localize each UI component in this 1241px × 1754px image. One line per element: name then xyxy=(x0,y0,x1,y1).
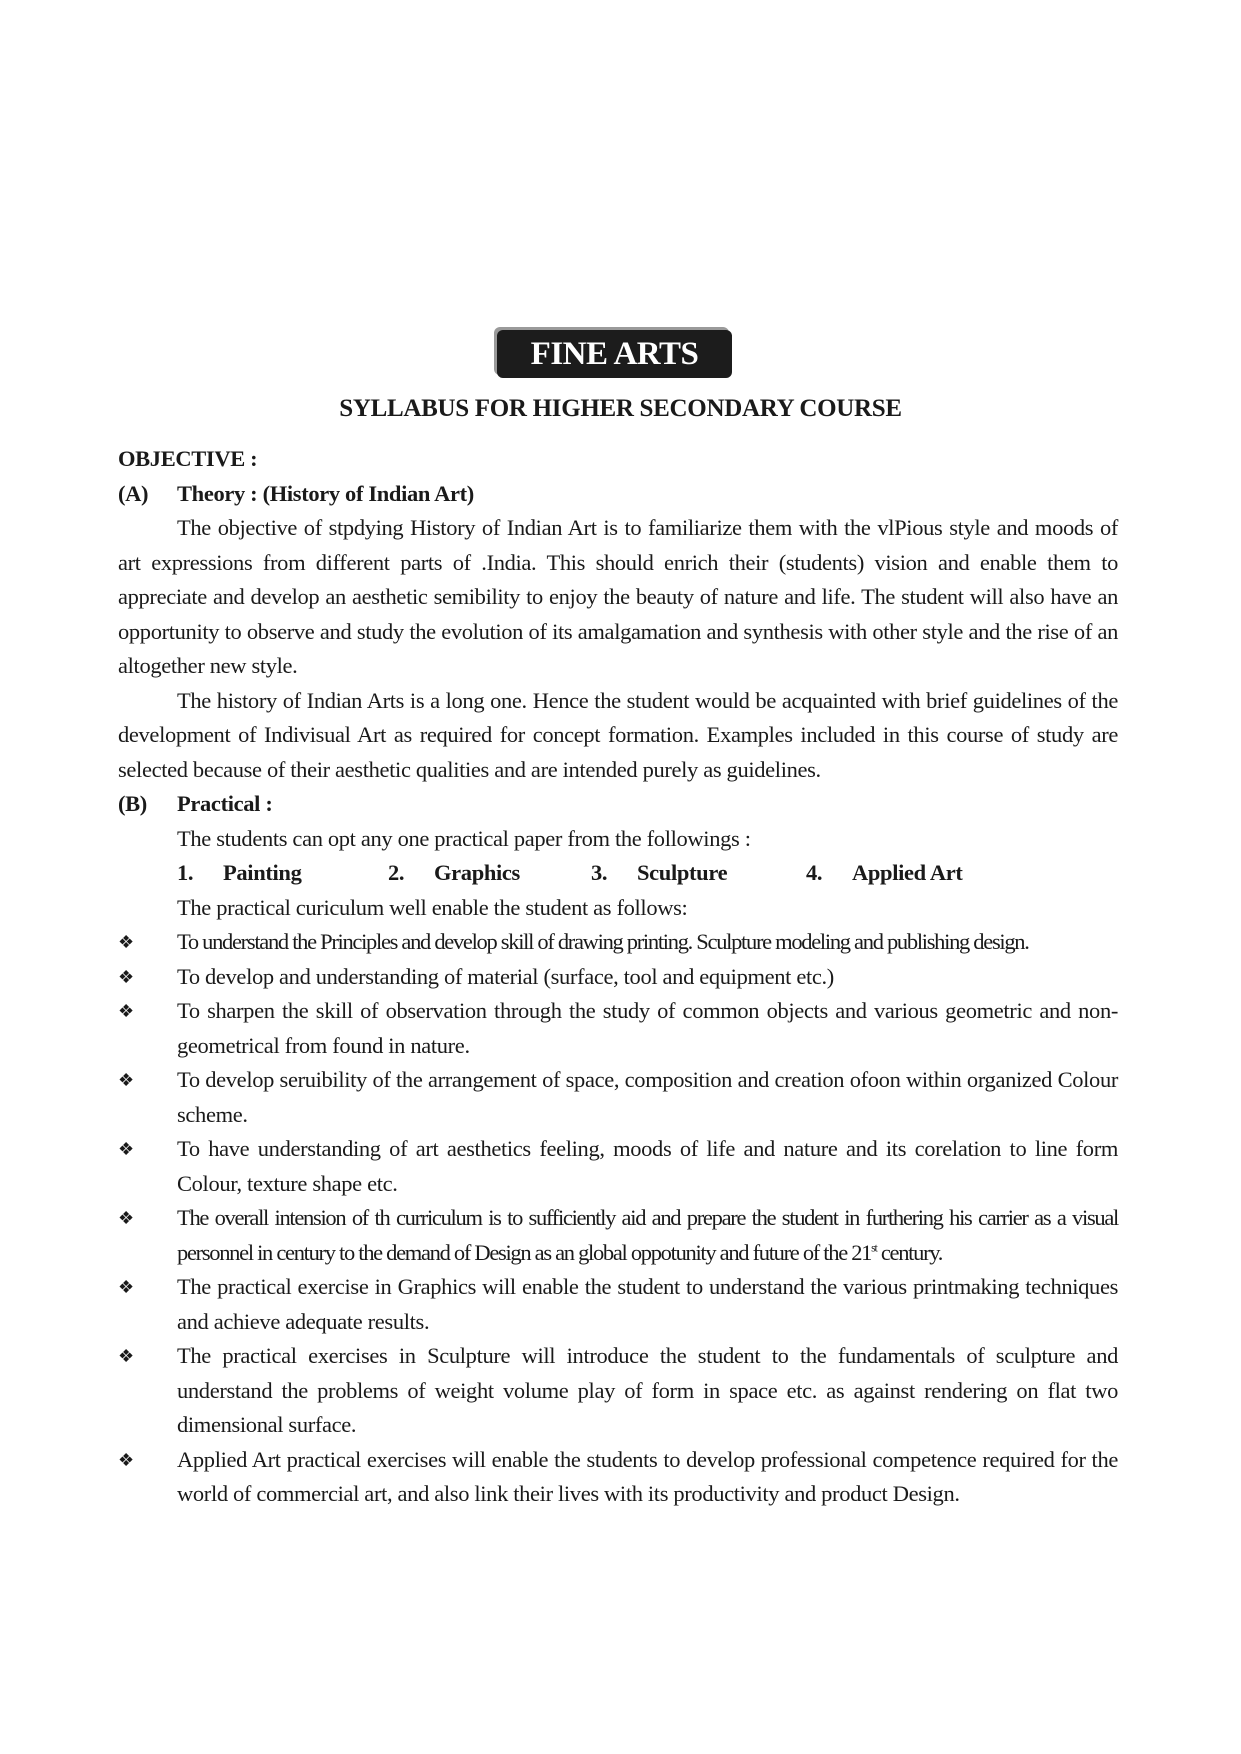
section-a-paragraph-1: The objective of stpdying History of Indian Art is to familiarize them with the vlPious style and moods of art expressions from different parts of .India. This should enrich their (students) vision and enable them to appreciate and develop an aesthetic semibility to enjoy the beauty of nature and life. The student will also have an opportunity to observe and study the evolution of its amalgamation and synthesis with other style and the rise of an altogether new style. xyxy=(118,515,1118,678)
bullet-icon: ❖ xyxy=(118,1001,134,1021)
page-subtitle: SYLLABUS FOR HIGHER SECONDARY COURSE xyxy=(339,395,902,422)
bullet-text: To understand the Principles and develop skill of drawing printing. Sculpture modeling and publishing design. xyxy=(177,929,1029,954)
bullet-text: To have understanding of art aesthetics feeling, moods of life and nature and its corelation to line form Colour, texture shape etc. xyxy=(177,1136,1118,1196)
bullet-text: To develop and understanding of material (surface, tool and equipment etc.) xyxy=(177,963,834,989)
bullet-icon: ❖ xyxy=(118,1070,134,1090)
bullet-text: The practical exercise in Graphics will enable the student to understand the various printmaking techniques and achieve adequate results. xyxy=(177,1274,1118,1334)
option-sculpture: 3. Sculpture xyxy=(591,860,728,885)
list-item xyxy=(118,1132,1118,1201)
document-body xyxy=(118,442,1118,1512)
ordinal-suffix: st xyxy=(871,1240,877,1254)
section-b-label: (B) xyxy=(118,791,147,816)
section-a-paragraph-2: The history of Indian Arts is a long one. Hence the student would be acquainted with brief guidelines of the development of Indivisual Art as required for concept formation. Examples included in this course of study are selected because of their aesthetic qualities and are intended purely as guidelines. xyxy=(118,687,1118,782)
section-b-title: Practical : xyxy=(177,791,273,816)
bullet-text: Applied Art practical exercises will enable the students to develop professional competence required for the world of commercial art, and also link their lives with its productivity and product Design. xyxy=(177,1446,1118,1506)
bullet-text: The practical exercises in Sculpture will introduce the student to the fundamentals of sculpture and understand the problems of weight volume play of form in space etc. as against rendering on flat two dimensional surface. xyxy=(177,1343,1118,1437)
list-item xyxy=(118,1339,1118,1443)
bullet-text: To develop seruibility of the arrangement of space, composition and creation ofoon within organized Colour scheme. xyxy=(177,1067,1118,1127)
bullet-text: The overall intension of th curriculum is to sufficiently aid and prepare the student in furthering his carrier as a visual personnel in century to the demand of Design as an global oppotunity and future of the 21st century. xyxy=(177,1205,1118,1265)
list-item xyxy=(118,994,1118,1063)
list-item xyxy=(118,1063,1118,1132)
list-item xyxy=(118,1443,1118,1512)
bullet-icon: ❖ xyxy=(118,1139,134,1159)
section-b-heading xyxy=(118,787,1118,822)
bullet-icon: ❖ xyxy=(118,1208,134,1228)
bullet-icon: ❖ xyxy=(118,1346,134,1366)
list-item xyxy=(118,1201,1118,1270)
bullet-text: To sharpen the skill of observation through the study of common objects and various geometric and non-geometrical from found in nature. xyxy=(177,998,1118,1058)
section-b-outro: The practical curiculum well enable the student as follows: xyxy=(177,894,688,920)
objective-heading: OBJECTIVE : xyxy=(118,446,258,471)
list-item xyxy=(118,960,1118,995)
page-title: FINE ARTS xyxy=(497,330,732,378)
option-applied-art: 4. Applied Art xyxy=(806,860,963,885)
practical-options xyxy=(118,856,1118,891)
bullet-icon: ❖ xyxy=(118,932,134,952)
bullet-icon: ❖ xyxy=(118,1449,134,1470)
section-a-label: (A) xyxy=(118,480,149,506)
option-painting: 1. Painting xyxy=(177,860,302,885)
option-graphics: 2. Graphics xyxy=(388,860,520,885)
list-item xyxy=(118,1270,1118,1339)
section-b-intro: The students can opt any one practical paper from the followings : xyxy=(177,825,751,851)
list-item xyxy=(118,925,1118,960)
section-a-title: Theory : (History of Indian Art) xyxy=(177,480,474,506)
bullet-icon: ❖ xyxy=(118,966,134,987)
bullet-icon: ❖ xyxy=(118,1277,134,1297)
section-a-heading xyxy=(118,477,1118,512)
